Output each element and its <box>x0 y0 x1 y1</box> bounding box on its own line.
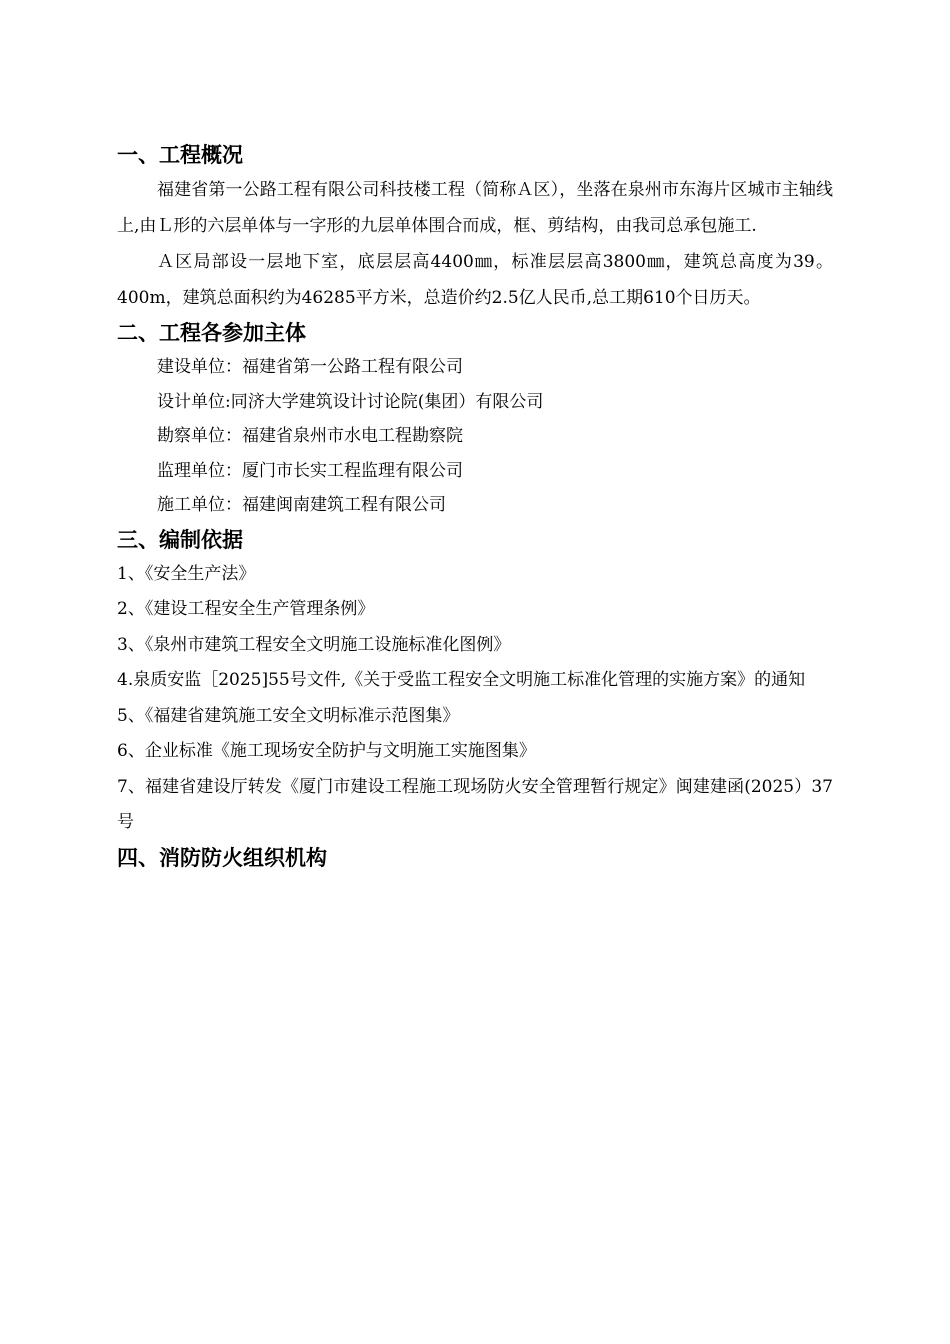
basis-item: 5、《福建省建筑施工安全文明标准示范图集》 <box>117 705 460 726</box>
party-line: 设计单位:同济大学建筑设计讨论院(集团）有限公司 <box>157 391 544 412</box>
section-basis <box>117 523 833 841</box>
party-line: 监理单位：厦门市长实工程监理有限公司 <box>157 460 463 481</box>
basis-item: 1、《安全生产法》 <box>117 563 256 584</box>
party-line: 建设单位：福建省第一公路工程有限公司 <box>157 357 463 377</box>
section-overview <box>117 138 833 316</box>
section-fire-organization <box>117 841 833 875</box>
document-page <box>117 138 833 875</box>
party-line: 施工单位：福建闽南建筑工程有限公司 <box>157 495 446 515</box>
basis-item: 4.泉质安监［2025]55号文件,《关于受监工程安全文明施工标准化管理的实施方案》的通知 <box>117 670 806 690</box>
basis-item: 2、《建设工程安全生产管理条例》 <box>117 599 375 619</box>
overview-paragraph: 福建省第一公路工程有限公司科技楼工程（简称Ａ区），坐落在泉州市东海片区城市主轴线上,由Ｌ形的六层单体与一字形的九层单体围合而成，框、剪结构，由我司总承包施工. <box>117 180 833 236</box>
section-heading: 二、工程各参加主体 <box>117 321 306 345</box>
section-heading: 三、编制依据 <box>117 527 243 552</box>
section-parties <box>117 316 833 523</box>
party-line: 勘察单位：福建省泉州市水电工程勘察院 <box>157 426 463 446</box>
basis-item: 3、《泉州市建筑工程安全文明施工设施标准化图例》 <box>117 634 511 655</box>
basis-item: 6、企业标准《施工现场安全防护与文明施工实施图集》 <box>117 741 536 761</box>
section-heading: 一、工程概况 <box>117 143 243 167</box>
basis-item: 7、福建省建设厅转发《厦门市建设工程施工现场防火安全管理暂行规定》闽建建函(2025）37号 <box>117 776 833 832</box>
overview-paragraph: Ａ区局部设一层地下室，底层层高4400㎜，标准层层高3800㎜，建筑总高度为39。400m，建筑总面积约为46285平方米，总造价约2.5亿人民币,总工期610个日历天。 <box>117 252 833 308</box>
section-heading: 四、消防防火组织机构 <box>117 845 327 870</box>
